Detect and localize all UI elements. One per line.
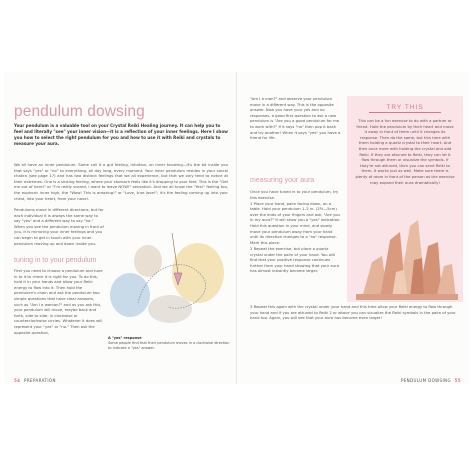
measuring-column <box>250 189 342 274</box>
intro-paragraph: Your pendulum is a valuable tool on your Crystal Reiki Healing journey. It can help you to feel and literally "see" your inner vision—it is a reflection of your inner feelings. Here I show you how to select the right pendulum for you and how to use it with Reiki and crystals to measure your aura. <box>14 123 228 146</box>
page-gutter <box>236 72 237 384</box>
crystal-base <box>356 294 458 300</box>
aura-blob-blue <box>110 273 150 317</box>
measuring-intro: Once you have tuned in to your pendulum, try this exercise. <box>250 189 339 200</box>
try-this-text: This can be a fun exercise to do with a partner or friend. Hold the pendulum by their heart and move it away in front of them until it changes its response. Then do the same, but this time with them holding a quartz crystal to their heart. And then once more with holding the crystal and add Reiki. If they are attuned to Reiki, they can let it flow through them or visualize the symbols. If they're not attuned, then you can send Reiki to them. It works just as well. Make sure there is plenty of room in front of the person as the exercise may expand their aura dramatically! <box>355 118 455 185</box>
pendulum-illustration <box>108 233 230 325</box>
illustration-caption <box>108 336 230 351</box>
step-3: 3 Repeat this again with the crystal under your hand and this time allow your Reiki energy to flow through your hand and if you are attuned to Reiki 2 or above you can visualize the Reiki symbols in the palm of your hand too. Again, you will see that your aura has become even larger! <box>250 304 456 321</box>
right-page-number: 55 <box>454 378 461 383</box>
caption-label: A "yes" response <box>108 336 142 340</box>
heading-measuring: measuring your aura <box>250 177 315 184</box>
right-paragraph-top: "Am I a man?" and observe your pendulum move in a different way. This is the opposite answer. Now you have your yes and no responses, a good first question to ask a new pendulum is "Are you a good pendulum for me to work with?" If it says "no" then pop it back and try another! When it says "yes" you have a friend for life. <box>250 96 341 141</box>
right-footer <box>401 378 461 383</box>
try-this-rule <box>369 112 441 113</box>
step-1: 1 Place your hand, palm facing down, on a table. Hold your pendulum 1–2 in. (2½—5cm) over the ends of your fingers and ask, "Are you in my aura?" It will show you a "yes" indication. Hold this question in your mind, and slowly move your pendulum away from your hand until its direction changes to a "no" response. Mark this place. <box>250 200 341 245</box>
left-footer-section: PREPARATION <box>24 378 56 383</box>
aura-blob-grey <box>148 295 192 323</box>
left-footer <box>14 378 56 383</box>
right-footer-section: PENDULUM DOWSING <box>400 378 451 383</box>
try-this-title: TRY THIS <box>386 104 424 111</box>
aura-blob-beige <box>134 245 162 277</box>
page-title: pendulum dowsing <box>14 103 145 120</box>
caption-text: Some people find that their pendulum moves in a clockwise direction to indicate a "yes" answer. <box>108 341 230 350</box>
body-paragraph-2: Pendulums move in different directions, but for each individual it is always the same way to say "yes" and a different way to say "no." When you see the pendulum moving in front of you, it is mirroring your inner feelings and you can begin to get in touch with your inner pendulum moving up and down inside you. <box>14 207 104 246</box>
step-2: 2 Repeat the exercise, but place a quartz crystal under the palm of your hand. You will find that your positive response continues further from your hand showing that your aura has almost instantly become larger. <box>250 245 340 274</box>
body-paragraph-3: First you need to choose a pendulum and tune in to it to check it is right for you. To do this, hold it in your hands and allow your Reiki energy to flow into it. Then hold the pendulum's chain and ask the pendulum two simple questions that have clear answers, such as "Am I a woman?" and as you ask this, your pendulum will move, maybe back and forth, side to side, in clockwise or counterclockwise circles. Whatever it does will represent your "yes" or "no." Then ask the opposite question, <box>14 268 103 335</box>
crystal-cluster-image <box>352 212 460 302</box>
body-paragraph-1: We all have an inner pendulum. Some call it a gut feeling, intuition, an inner knowing—it's the bit inside you that says "yes" or "no" to everything, all day long, every moment. Your inner pendulum resides in your sacral chakra (see page 17) and has two distinct feelings that we all experience, but that we only tend to notice at their extremes. One is a sinking feeling, where your stomach feels like it's dropping to your feet. This is the "Get me out of here!" or "I'm really scared, I want to leave NOW!" sensation. And we all know the "Yes!" feeling too, the euphoric inner high, the "Wow! This is amazing!" or "Love, true love!"; it's the feeling coming up into your chest, into your heart, from your navel. <box>14 162 228 201</box>
left-page-number: 54 <box>14 378 21 383</box>
heading-tuning: tuning in to your pendulum <box>14 257 97 264</box>
